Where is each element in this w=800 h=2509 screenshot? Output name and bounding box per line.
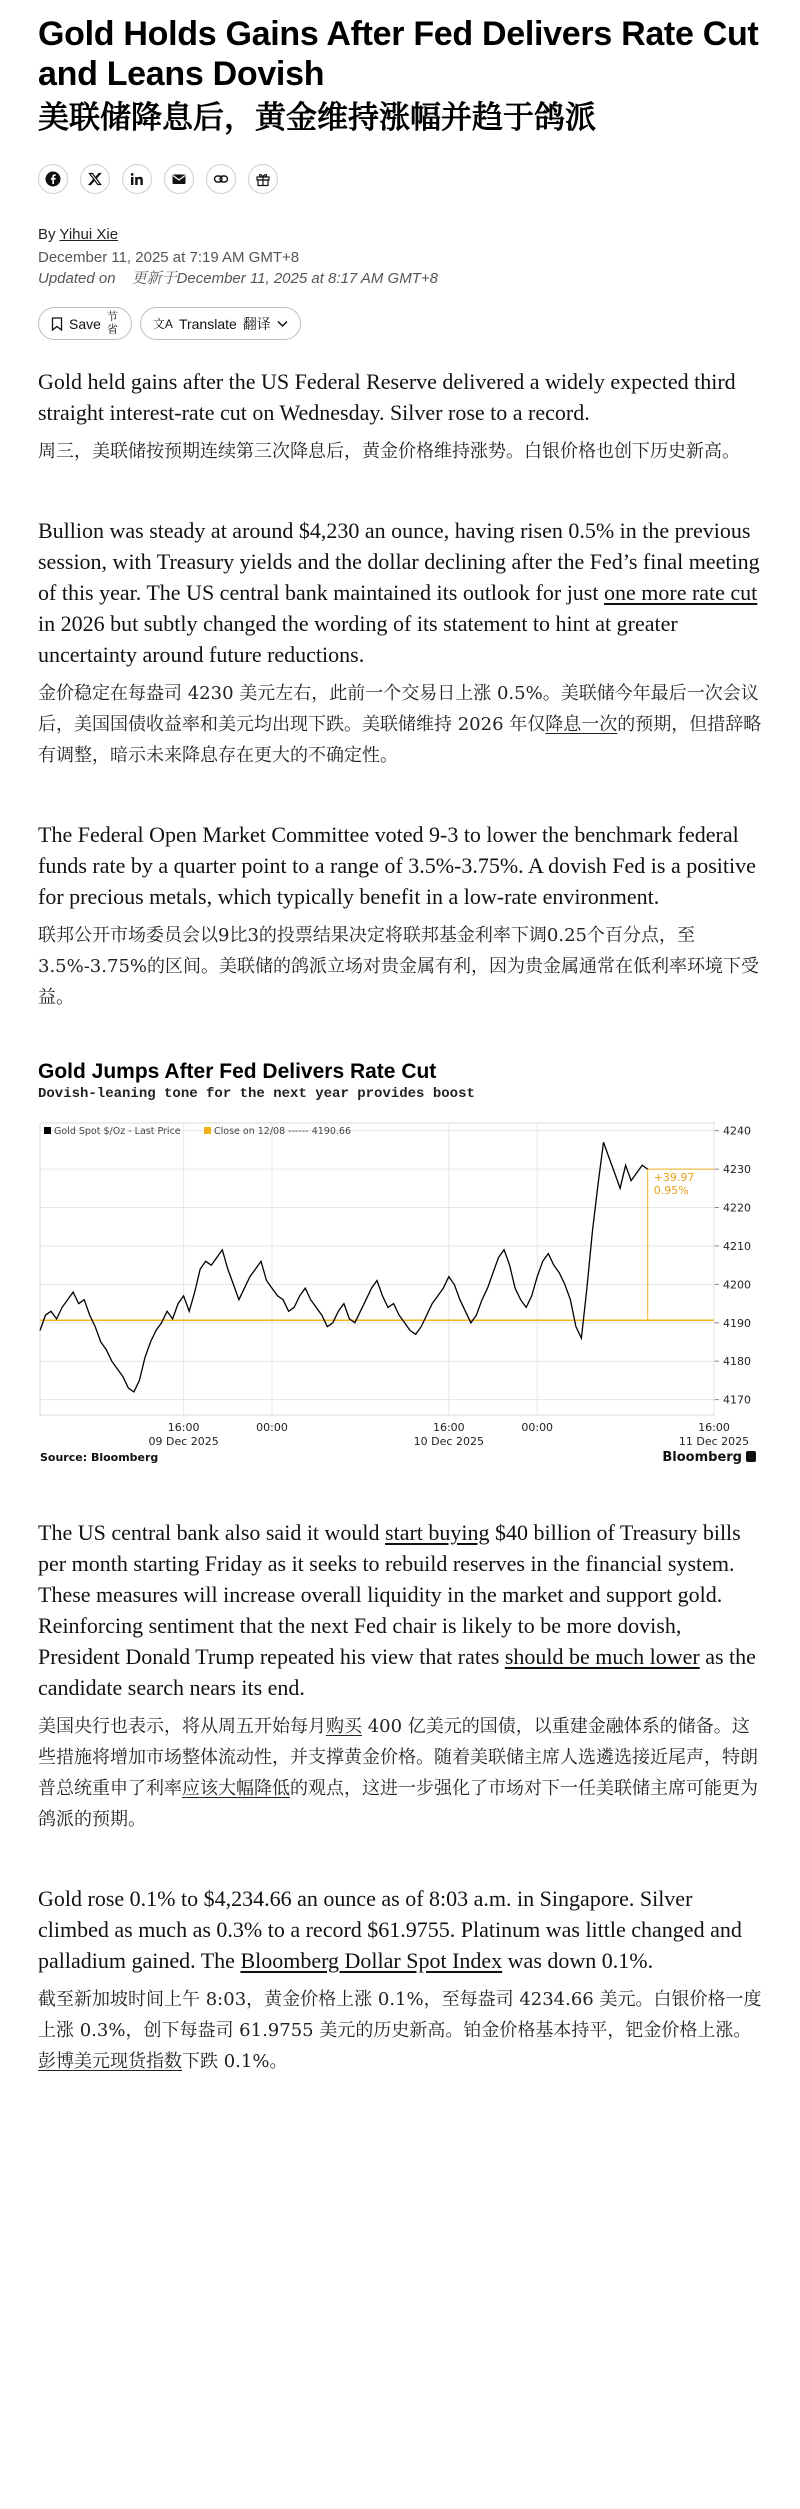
x-tick-label: 00:00	[256, 1421, 288, 1434]
p2-en-b: in 2026 but subtly changed the wording of its statement to hint at greater uncertainty around future reductions.	[38, 611, 678, 667]
start-buying-link-zh[interactable]: 购买	[326, 1716, 362, 1737]
linkedin-icon	[129, 171, 145, 187]
rate-cut-link-zh[interactable]: 降息一次	[545, 714, 618, 735]
p4-en-c: as the candidate search nears its end.	[38, 1644, 756, 1700]
translate-icon: 文A	[152, 317, 173, 331]
dollar-index-link[interactable]: Bloomberg Dollar Spot Index	[240, 1948, 503, 1973]
p4-zh-b: 400 亿美元的国债，以重建金融体系的储备。这些措施将增加市场整体流动性，并支撑黄金价格。随着美联储主席人选遴选接近尾声，特朗普总统重申了利率	[38, 1716, 758, 1799]
legend-label-close: Close on 12/08 ------ 4190.66	[214, 1126, 352, 1137]
y-tick-label: 4240	[723, 1124, 751, 1138]
gold-chart	[38, 1059, 762, 1491]
gift-icon	[255, 171, 271, 187]
p5-en-a: Gold rose 0.1% to $4,234.66 an ounce as of 8:03 a.m. in Singapore. Silver climbed as much as 0.3% to a record $61.9755. Platinum was little changed and palladium gained. The	[38, 1886, 742, 1973]
chart-canvas	[38, 1111, 762, 1491]
p5-en-b: was down 0.1%.	[502, 1948, 654, 1973]
paragraph-5-en	[38, 1883, 762, 1976]
x-date-label: 11 Dec 2025	[678, 1435, 750, 1448]
x-tick-label: 16:00	[698, 1421, 730, 1434]
change-pct-label: 0.95%	[653, 1184, 689, 1198]
start-buying-link[interactable]: start buying	[385, 1520, 490, 1545]
published-date: December 11, 2025 at 7:19 AM GMT+8	[38, 249, 300, 266]
x-date-label: 09 Dec 2025	[148, 1435, 219, 1448]
translate-label-zh: 翻译	[242, 315, 271, 332]
share-bar	[38, 164, 762, 194]
paragraph-4	[38, 1517, 762, 1835]
x-tick-label: 00:00	[521, 1421, 554, 1434]
save-label: Save	[69, 315, 101, 332]
translate-label: Translate	[178, 315, 237, 332]
paragraph-1-zh: 周三，美联储按预期连续第三次降息后，黄金价格维持涨势。白银价格也创下历史新高。	[38, 441, 740, 462]
y-tick-label: 4190	[723, 1316, 751, 1330]
p2-zh-a: 金价稳定在每盎司 4230 美元左右，此前一个交易日上涨 0.5%。美联储今年最后一次会议后，美国国债收益率和美元均出现下跌。美联储维持 2026 年仅	[38, 683, 759, 735]
y-tick-label: 4220	[723, 1201, 751, 1215]
paragraph-2	[38, 515, 762, 771]
email-icon	[171, 171, 187, 187]
p4-zh-c: 的观点，这进一步强化了市场对下一任美联储主席可能更为鸽派的预期。	[38, 1778, 758, 1830]
paragraph-4-en	[38, 1517, 762, 1703]
p4-zh-a: 美国央行也表示，将从周五开始每月	[38, 1716, 326, 1737]
paragraph-4-zh	[38, 1711, 762, 1835]
save-button[interactable]	[38, 307, 132, 340]
paragraph-2-zh	[38, 678, 762, 771]
bloomberg-logo-icon	[746, 1451, 756, 1462]
paragraph-5-zh	[38, 1984, 762, 2077]
headline-en: Gold Holds Gains After Fed Delivers Rate Cut and Leans Dovish	[38, 15, 759, 93]
y-tick-label: 4200	[723, 1278, 751, 1292]
paragraph-3-zh: 联邦公开市场委员会以9比3的投票结果决定将联邦基金利率下调0.25个百分点，至3.5%-3.75%的区间。美联储的鸽派立场对贵金属有利，因为贵金属通常在低利率环境下受益。	[38, 925, 759, 1008]
copy-link-button[interactable]	[206, 164, 236, 194]
y-tick-label: 4180	[723, 1355, 751, 1369]
share-x-button[interactable]	[80, 164, 110, 194]
change-value-label: +39.97	[653, 1171, 695, 1185]
timestamps	[38, 247, 762, 289]
x-tick-label: 16:00	[432, 1421, 465, 1434]
y-tick-label: 4230	[723, 1163, 751, 1177]
much-lower-link[interactable]: should be much lower	[504, 1644, 700, 1669]
paragraph-2-en	[38, 515, 762, 670]
p4-en-a: The US central bank also said it would	[38, 1520, 386, 1545]
gift-article-button[interactable]	[248, 164, 278, 194]
legend-label-gold: Gold Spot $/Oz - Last Price	[54, 1126, 181, 1137]
link-icon	[213, 171, 229, 187]
y-tick-label: 4170	[723, 1393, 751, 1407]
paragraph-1	[38, 366, 762, 467]
author-link[interactable]: Yihui Xie	[59, 226, 119, 243]
p5-zh-a: 截至新加坡时间上午 8:03，黄金价格上涨 0.1%，至每盎司 4234.66 美元。白银价格一度上涨 0.3%，创下每盎司 61.9755 美元的历史新高。铂金价格基本持平，钯金价格上涨。	[38, 1989, 762, 2041]
translate-button[interactable]	[140, 307, 301, 340]
save-label-zh: 节省	[106, 310, 118, 336]
p4-en-b: $40 billion of Treasury bills per month starting Friday as it seeks to rebuild reserves in the financial system. These measures will increase overall liquidity in the market and support gold. Reinforcing sentiment that the next Fed chair is likely to be more dovish, President Donald Trump repeated his view that rates	[38, 1520, 741, 1669]
p5-zh-b: 下跌 0.1%。	[182, 2051, 288, 2072]
paragraph-3	[38, 819, 762, 1013]
legend-swatch-gold	[44, 1127, 51, 1134]
chart-subtitle: Dovish-leaning tone for the next year provides boost	[38, 1086, 475, 1102]
share-facebook-button[interactable]	[38, 164, 68, 194]
paragraph-5	[38, 1883, 762, 2077]
byline-prefix: By	[38, 226, 60, 243]
legend-swatch-close	[204, 1127, 211, 1134]
much-lower-link-zh[interactable]: 应该大幅降低	[182, 1778, 290, 1799]
article-actions	[38, 307, 762, 340]
share-linkedin-button[interactable]	[122, 164, 152, 194]
p2-zh-b: 的预期，但措辞略有调整，暗示未来降息存在更大的不确定性。	[38, 714, 762, 766]
chart-title: Gold Jumps After Fed Delivers Rate Cut	[38, 1060, 437, 1083]
facebook-icon	[45, 171, 61, 187]
p2-en-a: Bullion was steady at around $4,230 an ounce, having risen 0.5% in the previous session, with Treasury yields and the dollar declining after the Fed’s final meeting of this year. The US central bank maintained its outlook for just	[38, 518, 760, 605]
headline-zh: 美联储降息后，黄金维持涨幅并趋于鸽派	[38, 100, 596, 136]
x-tick-label: 16:00	[167, 1421, 200, 1434]
chart-brand: Bloomberg	[662, 1450, 742, 1465]
bookmark-icon	[51, 317, 63, 331]
updated-date: 更新于December 11, 2025 at 8:17 AM GMT+8	[131, 270, 438, 287]
paragraph-1-en: Gold held gains after the US Federal Reserve delivered a widely expected third straight interest-rate cut on Wednesday. Silver rose to a record.	[38, 369, 736, 425]
chevron-down-icon	[277, 320, 288, 328]
updated-row	[38, 268, 762, 289]
y-tick-label: 4210	[723, 1239, 751, 1253]
dollar-index-link-zh[interactable]: 彭博美元现货指数	[38, 2051, 182, 2072]
updated-label: Updated on	[38, 270, 116, 287]
rate-cut-link[interactable]: one more rate cut	[603, 580, 758, 605]
byline	[38, 226, 762, 243]
chart-source: Source: Bloomberg	[40, 1451, 159, 1464]
x-icon	[87, 171, 103, 187]
x-date-label: 10 Dec 2025	[413, 1435, 484, 1448]
share-email-button[interactable]	[164, 164, 194, 194]
paragraph-3-en: The Federal Open Market Committee voted 9-3 to lower the benchmark federal funds rate by a quarter point to a range of 3.5%-3.75%. A dovish Fed is a positive for precious metals, which typically benefit in a low-rate environment.	[38, 822, 756, 909]
